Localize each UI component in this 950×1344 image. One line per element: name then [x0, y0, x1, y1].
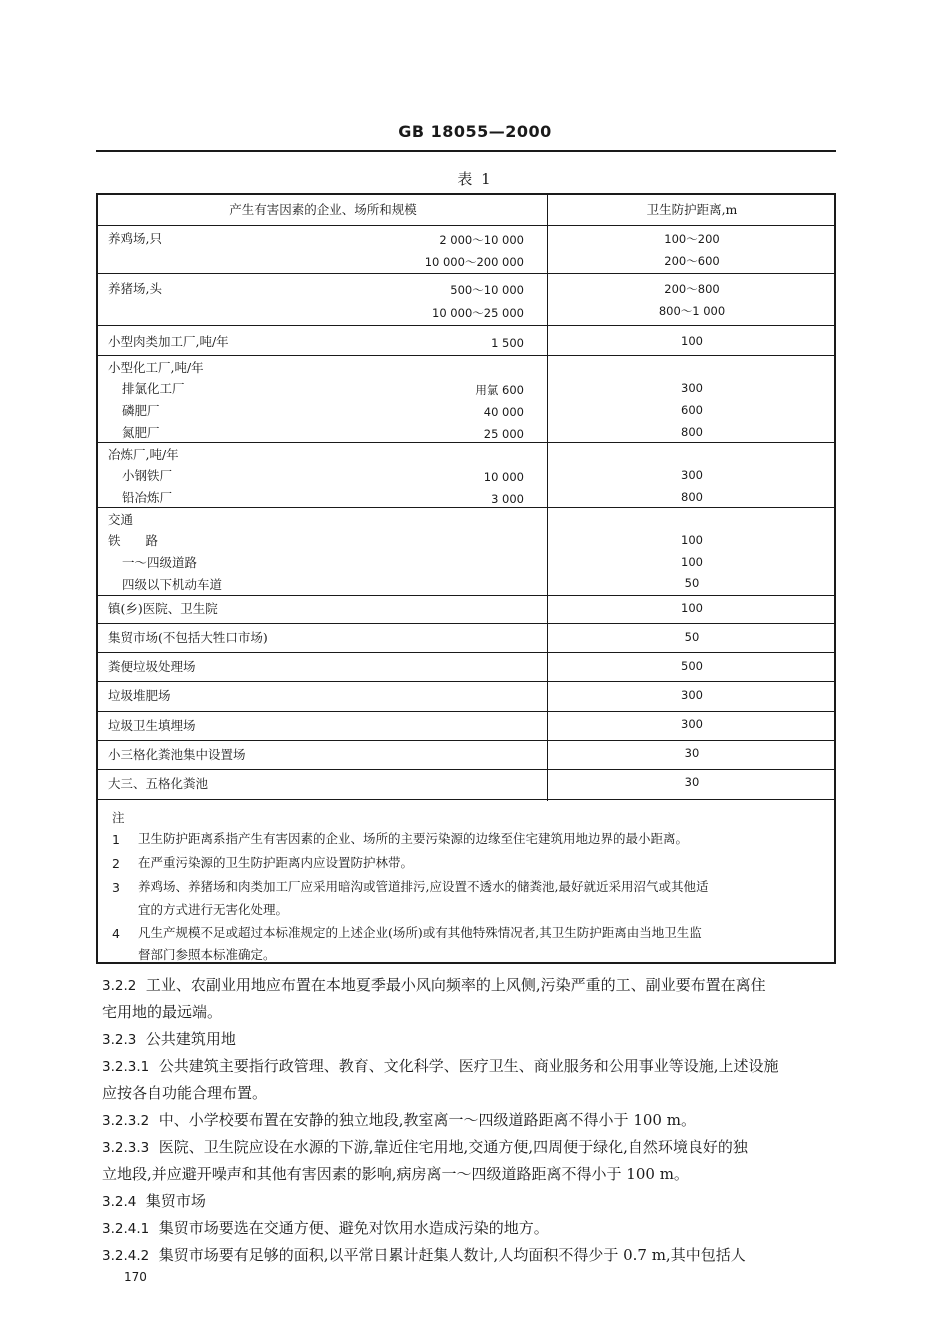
clause-text: 中、小学校要布置在安静的独立地段,教室离一～四级道路距离不得小于 100 m。: [158, 1111, 696, 1129]
row-label-landfill: 垃圾卫生填埋场: [108, 718, 196, 733]
scale-value: 40 000: [483, 405, 524, 419]
clause-number: 3.2.2: [102, 978, 137, 994]
clause-continuation: 宅用地的最远端。: [102, 1003, 223, 1021]
note-number: 2: [112, 856, 120, 871]
distance-value: 50: [684, 576, 700, 590]
distance-value: 500: [681, 659, 703, 673]
clause-text: 公共建筑主要指行政管理、教育、文化科学、医疗卫生、商业服务和公用事业等设施,上述设施: [158, 1057, 779, 1075]
clause-number: 3.2.4: [102, 1194, 137, 1210]
row-rule: [98, 325, 834, 326]
distance-value: 50: [684, 630, 700, 644]
clause-text: 医院、卫生院应设在水源的下游,靠近住宅用地,交通方便,四周便于绿化,自然环境良好的独: [158, 1138, 748, 1156]
distance-value: 300: [681, 468, 703, 482]
col-header-distance: 卫生防护距离,m: [646, 202, 738, 217]
row-rule: [98, 623, 834, 624]
row-label-compost: 垃圾堆肥场: [108, 688, 171, 703]
note-text: 卫生防护距离系指产生有害因素的企业、场所的主要污染源的边缘至住宅建筑用地边界的最小距离。: [138, 831, 689, 846]
sub-row-label: 铁 路: [108, 533, 159, 548]
distance-value: 100: [681, 334, 703, 348]
distance-value: 100～200: [664, 232, 720, 246]
clause-number: 3.2.3.1: [102, 1059, 150, 1075]
sub-row-label: 氮肥厂: [122, 425, 160, 440]
row-label-chicken-farm: 养鸡场,只: [108, 231, 162, 246]
sub-row-label: 排氯化工厂: [122, 381, 185, 396]
scale-value: 10 000～25 000: [432, 306, 524, 320]
clause-number: 3.2.3.3: [102, 1140, 150, 1156]
note-text: 凡生产规模不足或超过本标准规定的上述企业(场所)或有其他特殊情况者,其卫生防护距离由当地卫生监: [138, 925, 702, 940]
row-label-feces-plant: 粪便垃圾处理场: [108, 659, 196, 674]
row-label-traffic: 交通: [108, 512, 134, 527]
scale-value: 500～10 000: [450, 283, 524, 297]
distance-table: [96, 193, 836, 964]
clause-3-2-4-1: [102, 1218, 549, 1239]
row-rule: [98, 740, 834, 741]
sub-row-label: 四级以下机动车道: [122, 577, 223, 592]
row-rule: [98, 595, 834, 596]
note-number: 1: [112, 832, 120, 847]
row-rule: [98, 681, 834, 682]
clause-3-2-4: [102, 1191, 206, 1212]
clause-3-2-3: [102, 1029, 236, 1050]
row-rule: [98, 507, 834, 508]
sub-row-label: 小钢铁厂: [122, 468, 173, 483]
row-rule: [98, 652, 834, 653]
row-rule: [98, 442, 834, 443]
clause-3-2-3-3: [102, 1137, 748, 1158]
distance-value: 300: [681, 381, 703, 395]
row-label-smelter: 冶炼厂,吨/年: [108, 447, 179, 462]
note-number: 3: [112, 880, 120, 895]
distance-value: 30: [684, 746, 700, 760]
clause-3-2-2: [102, 975, 766, 996]
scale-value: 25 000: [483, 427, 524, 441]
clause-number: 3.2.3: [102, 1032, 137, 1048]
distance-value: 100: [681, 533, 703, 547]
row-label-meat-plant: 小型肉类加工厂,吨/年: [108, 334, 229, 349]
scale-value: 3 000: [491, 492, 524, 506]
clause-text: 公共建筑用地: [145, 1030, 236, 1048]
row-label-hospital: 镇(乡)医院、卫生院: [108, 601, 218, 616]
sub-row-label: 一～四级道路: [122, 555, 198, 570]
distance-value: 800: [681, 490, 703, 504]
scale-value: 1 500: [491, 336, 524, 350]
distance-value: 300: [681, 717, 703, 731]
row-label-chemical-plant: 小型化工厂,吨/年: [108, 360, 204, 375]
note-text-continued: 督部门参照本标准确定。: [138, 947, 276, 962]
row-rule: [98, 273, 834, 274]
clause-continuation: 应按各自功能合理布置。: [102, 1084, 268, 1102]
scale-value: 用氯 600: [475, 383, 524, 397]
note-number: 4: [112, 926, 120, 941]
table-caption: 表 1: [457, 170, 493, 188]
clause-text: 集贸市场: [145, 1192, 206, 1210]
clause-text: 集贸市场要有足够的面积,以平常日累计赶集人数计,人均面积不得少于 0.7 m,其中包括人: [158, 1246, 746, 1264]
row-rule: [98, 355, 834, 356]
sub-row-label: 磷肥厂: [122, 403, 160, 418]
clause-number: 3.2.3.2: [102, 1113, 150, 1129]
col-header-source: 产生有害因素的企业、场所和规模: [229, 202, 417, 217]
distance-value: 100: [681, 555, 703, 569]
scale-value: 2 000～10 000: [439, 233, 524, 247]
clause-3-2-4-2: [102, 1245, 746, 1266]
note-text: 在严重污染源的卫生防护距离内应设置防护林带。: [138, 855, 414, 870]
page-number: 170: [124, 1270, 147, 1284]
scale-value: 10 000: [483, 470, 524, 484]
distance-value: 200～800: [664, 282, 720, 296]
row-rule: [98, 225, 834, 226]
sub-row-label: 铅冶炼厂: [122, 490, 173, 505]
clause-text: 工业、农副业用地应布置在本地夏季最小风向频率的上风侧,污染严重的工、副业要布置在离住: [145, 976, 766, 994]
document-code-header: GB 18055—2000: [398, 122, 552, 141]
clause-continuation: 立地段,并应避开噪声和其他有害因素的影响,病房离一～四级道路距离不得小于 100 m。: [102, 1165, 689, 1183]
distance-value: 600: [681, 403, 703, 417]
header-rule: [96, 150, 836, 152]
distance-value: 100: [681, 601, 703, 615]
notes-title: 注: [112, 810, 125, 825]
distance-value: 800～1 000: [658, 304, 726, 318]
clause-text: 集贸市场要选在交通方便、避免对饮用水造成污染的地方。: [158, 1219, 549, 1237]
row-rule: [98, 769, 834, 770]
clause-number: 3.2.4.2: [102, 1248, 150, 1264]
row-label-market: 集贸市场(不包括大牲口市场): [108, 630, 268, 645]
scale-value: 10 000～200 000: [424, 255, 524, 269]
distance-value: 200～600: [664, 254, 720, 268]
clause-3-2-3-1: [102, 1056, 779, 1077]
clause-number: 3.2.4.1: [102, 1221, 150, 1237]
row-label-pig-farm: 养猪场,头: [108, 281, 162, 296]
row-rule: [98, 711, 834, 712]
row-label-small-septic: 小三格化粪池集中设置场: [108, 747, 246, 762]
clause-3-2-3-2: [102, 1110, 696, 1131]
note-text: 养鸡场、养猪场和肉类加工厂应采用暗沟或管道排污,应设置不透水的储粪池,最好就近采用沼气或其他适: [138, 879, 709, 894]
distance-value: 30: [684, 775, 700, 789]
note-text-continued: 宜的方式进行无害化处理。: [138, 902, 289, 917]
distance-value: 800: [681, 425, 703, 439]
distance-value: 300: [681, 688, 703, 702]
row-rule: [98, 799, 834, 800]
row-label-big-septic: 大三、五格化粪池: [108, 776, 209, 791]
